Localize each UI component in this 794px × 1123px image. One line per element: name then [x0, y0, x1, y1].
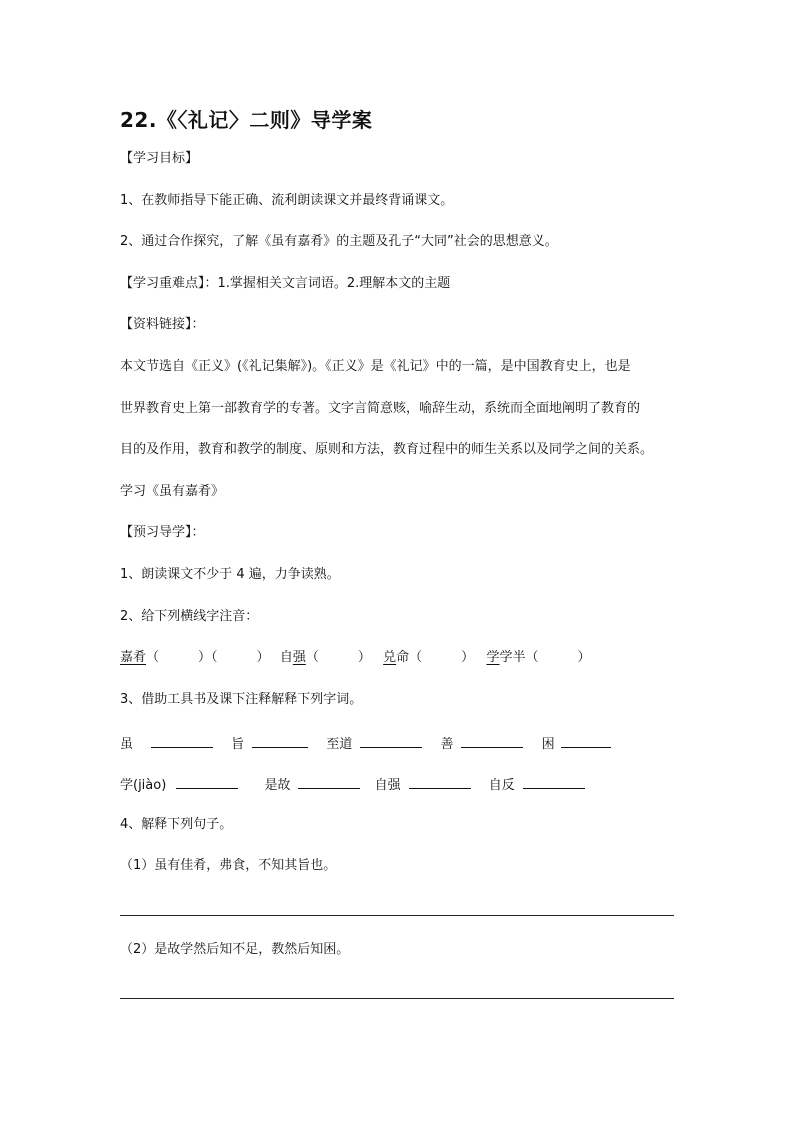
vocab-word: 善 [440, 737, 454, 752]
vocab-word: 学(jiào) [120, 778, 167, 793]
section-heading-objectives: 【学习目标】 [120, 151, 199, 166]
page-title: 22.《〈礼记〉二则》导学案 [120, 108, 373, 132]
objective-1: 1、在教师指导下能正确、流利朗读课文并最终背诵课文。 [120, 193, 454, 208]
task-1: 1、朗读课文不少于 4 遍，力争读熟。 [120, 567, 340, 582]
pinyin-word-3b: 命 [396, 650, 410, 665]
pinyin-word-2a: 自 [279, 650, 293, 665]
materials-line-3: 目的及作用，教育和教学的制度、原则和方法，教育过程中的师生关系以及同学之间的关系。 [120, 442, 654, 457]
vocab-row-2 [120, 774, 585, 795]
pinyin-word-1: 嘉肴 [120, 650, 147, 665]
task-4: 4、解释下列句子。 [120, 817, 233, 832]
answer-blank[interactable] [561, 733, 611, 748]
answer-blank[interactable] [523, 774, 585, 789]
vocab-word: 至道 [326, 737, 353, 752]
task-2: 2、给下列横线字注音： [120, 609, 259, 624]
answer-blank[interactable] [252, 733, 308, 748]
objective-2: 2、通过合作探究，了解《虽有嘉肴》的主题及孔子“大同”社会的思想意义。 [120, 234, 558, 249]
answer-blank[interactable] [298, 774, 360, 789]
answer-blank[interactable] [176, 774, 238, 789]
pinyin-blank-1[interactable]: （ ）（ ） [146, 650, 270, 665]
pinyin-word-2b: 强 [292, 650, 306, 665]
answer-line-2[interactable] [120, 998, 674, 999]
vocab-word: 自强 [374, 778, 401, 793]
section-heading-materials: 【资料链接】： [120, 317, 205, 332]
pinyin-blank-3[interactable]: （ ） [409, 650, 475, 665]
pinyin-word-3a: 兑 [383, 650, 397, 665]
materials-line-1: 本文节选自《正义》(《礼记集解》)。《正义》是《礼记》中的一篇，是中国教育史上，也是 [120, 359, 631, 374]
key-points: 【学习重难点】：1.掌握相关文言词语。2.理解本文的主题 [120, 276, 451, 291]
pinyin-blank-4[interactable]: （ ） [525, 650, 591, 665]
pinyin-row [120, 649, 591, 667]
vocab-row-1 [120, 733, 611, 754]
study-title: 学习《虽有嘉肴》 [120, 484, 225, 499]
vocab-word: 旨 [231, 737, 245, 752]
answer-blank[interactable] [409, 774, 471, 789]
materials-line-2: 世界教育史上第一部教育学的专著。文字言简意赅，喻辞生动，系统而全面地阐明了教育的 [120, 401, 641, 416]
answer-blank[interactable] [461, 733, 523, 748]
pinyin-word-4a: 学 [486, 650, 500, 665]
section-heading-preview: 【预习导学】： [120, 525, 205, 540]
vocab-word: 自反 [488, 778, 515, 793]
vocab-word: 是故 [264, 778, 291, 793]
vocab-word: 困 [541, 737, 555, 752]
pinyin-word-4b: 学半 [499, 650, 526, 665]
sentence-1: （1）虽有佳肴，弗食，不知其旨也。 [120, 858, 337, 873]
task-3: 3、借助工具书及课下注释解释下列字词。 [120, 692, 363, 707]
sentence-2: （2）是故学然后知不足，教然后知困。 [120, 942, 350, 957]
pinyin-blank-2[interactable]: （ ） [305, 650, 371, 665]
answer-line-1[interactable] [120, 915, 674, 916]
answer-blank[interactable] [360, 733, 422, 748]
vocab-word: 虽 [120, 737, 134, 752]
answer-blank[interactable] [151, 733, 213, 748]
